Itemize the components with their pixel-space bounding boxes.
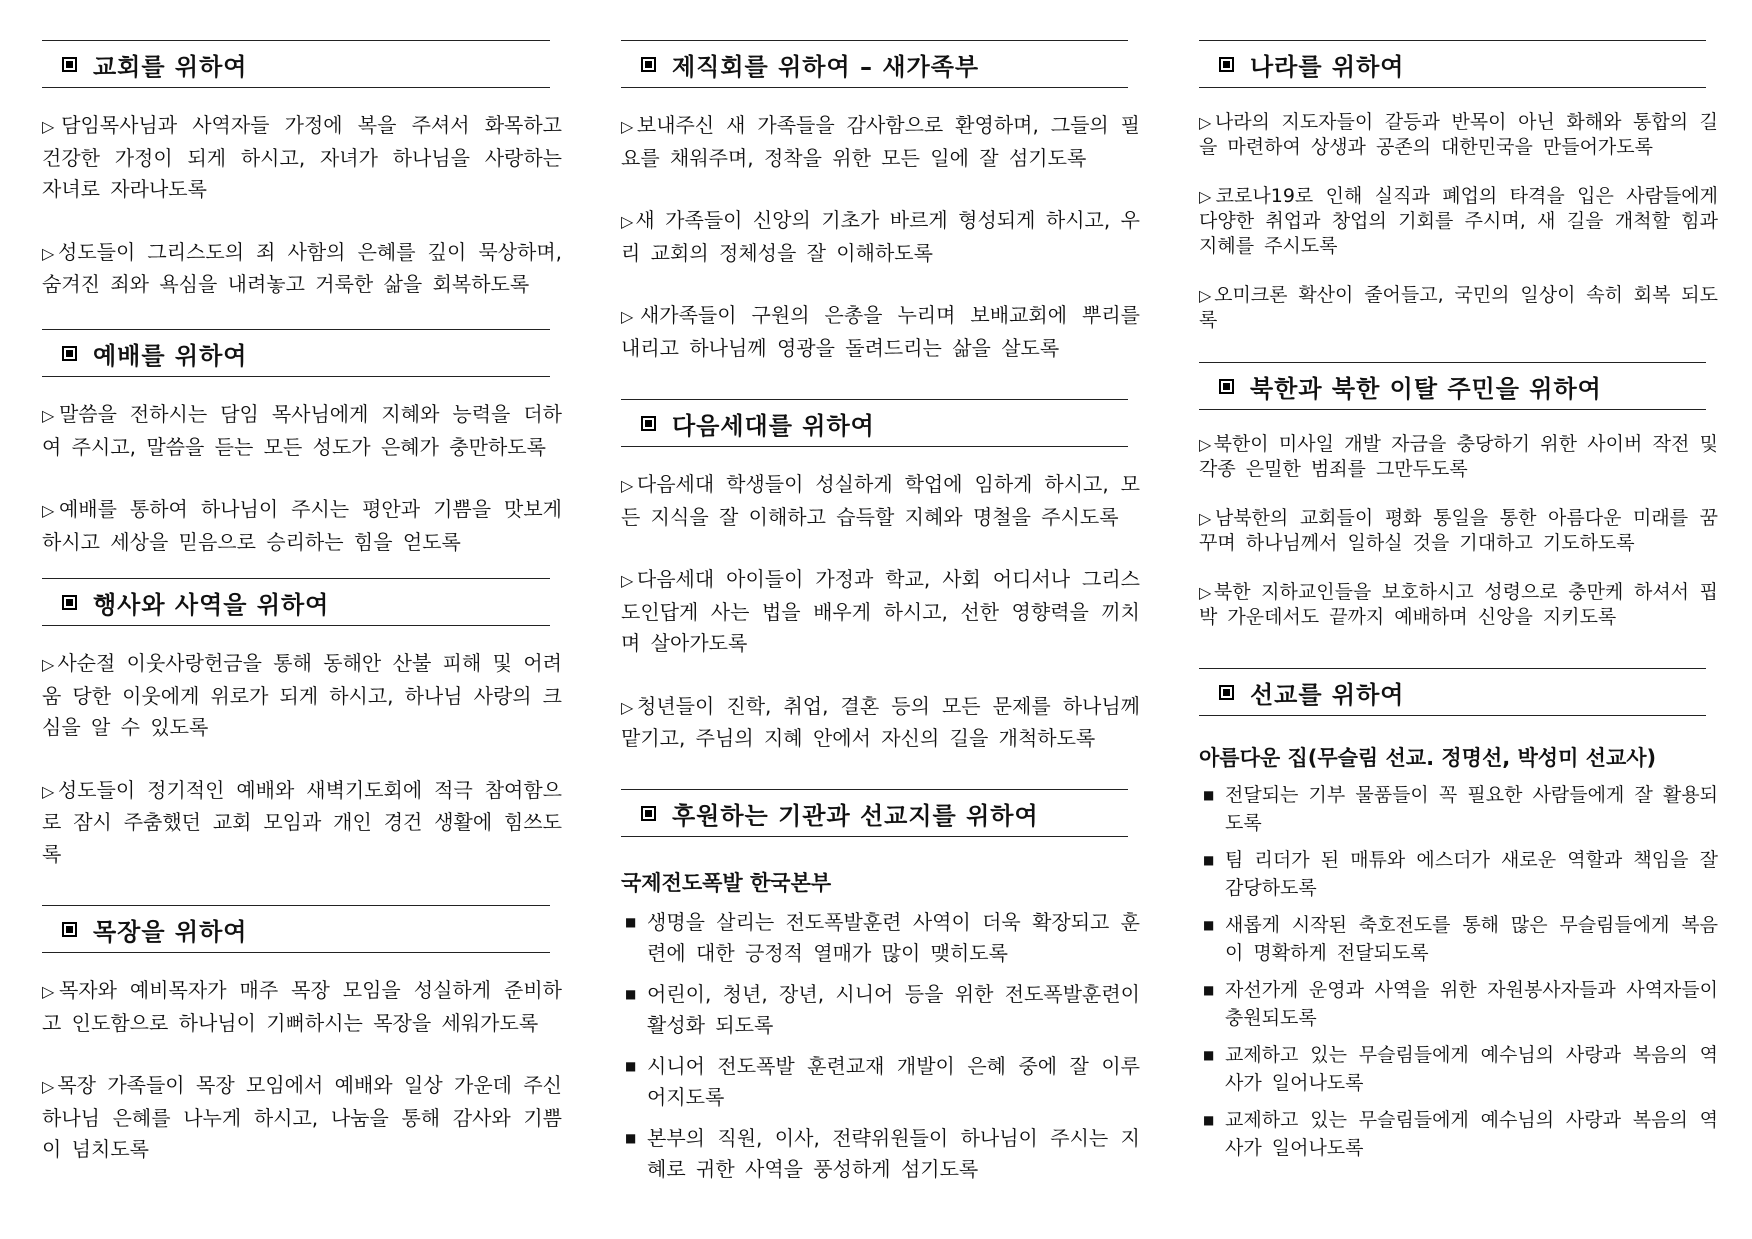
square-in-square-icon xyxy=(62,57,77,72)
section-body xyxy=(42,648,562,870)
list-item xyxy=(1199,1042,1718,1097)
black-square-icon: ■ xyxy=(1203,853,1215,867)
section-heading xyxy=(42,905,550,953)
prayer-item xyxy=(42,648,562,744)
triangle-right-icon: ▷ xyxy=(42,406,57,425)
square-in-square-icon xyxy=(1219,57,1234,72)
black-square-icon: ■ xyxy=(625,1059,637,1073)
section-heading xyxy=(621,399,1128,447)
prayer-text: 새 가족들이 신앙의 기초가 바르게 형성되게 하시고, 우리 교회의 정체성을 잘 이해하도록 xyxy=(621,208,1140,265)
prayer-text: 자선가게 운영과 사역을 위한 자원봉사자들과 사역자들이 충원되도록 xyxy=(1225,979,1718,1029)
section-heading xyxy=(1199,40,1706,88)
prayer-section xyxy=(42,905,562,1197)
black-square-icon: ■ xyxy=(1203,1048,1215,1062)
prayer-text: 사순절 이웃사랑헌금을 통해 동해안 산불 피해 및 어려움 당한 이웃에게 위로가 되게 하시고, 하나님 사랑의 크심을 알 수 있도록 xyxy=(42,651,562,739)
section-heading xyxy=(621,789,1128,837)
section-title: 선교를 위하여 xyxy=(1250,680,1405,709)
prayer-text: 새가족들이 구원의 은총을 누리며 보배교회에 뿌리를 내리고 하나님께 영광을 돌려드리는 삶을 살도록 xyxy=(621,303,1140,360)
prayer-text: 북한이 미사일 개발 자금을 충당하기 위한 사이버 작전 및 각종 은밀한 범죄를 그만두도록 xyxy=(1199,433,1718,480)
prayer-text: 다음세대 아이들이 가정과 학교, 사회 어디서나 그리스도인답게 사는 법을 배우게 하시고, 선한 영향력을 끼치며 살아가도록 xyxy=(621,567,1140,655)
prayer-item xyxy=(1199,110,1718,160)
prayer-text: 다음세대 학생들이 성실하게 학업에 임하게 하시고, 모든 지식을 잘 이해하고 습득할 지혜와 명철을 주시도록 xyxy=(621,472,1140,529)
prayer-item xyxy=(621,110,1140,174)
section-heading xyxy=(42,329,550,377)
section-body xyxy=(1199,742,1718,1162)
prayer-text: 성도들이 정기적인 예배와 새벽기도회에 적극 참여함으로 잠시 주춤했던 교회 모임과 개인 경건 생활에 힘쓰도록 xyxy=(42,777,562,866)
prayer-item xyxy=(1199,506,1718,556)
triangle-right-icon: ▷ xyxy=(1199,113,1213,132)
prayer-bullet-list xyxy=(621,907,1140,1185)
triangle-right-icon: ▷ xyxy=(1199,187,1214,206)
triangle-right-icon: ▷ xyxy=(1199,286,1213,305)
triangle-right-icon: ▷ xyxy=(42,501,57,520)
prayer-text: 코로나19로 인해 실직과 폐업의 타격을 입은 사람들에게 다양한 취업과 창업의 기회를 주시며, 새 길을 개척할 힘과 지혜를 주시도록 xyxy=(1199,185,1719,257)
list-item xyxy=(621,979,1140,1041)
prayer-item xyxy=(1199,283,1718,333)
black-square-icon: ■ xyxy=(625,987,637,1001)
prayer-item xyxy=(621,300,1140,364)
prayer-item xyxy=(42,1070,562,1166)
prayer-section xyxy=(42,578,562,901)
triangle-right-icon: ▷ xyxy=(42,982,57,1001)
triangle-right-icon: ▷ xyxy=(621,571,635,590)
section-body xyxy=(621,867,1140,1185)
square-in-square-icon xyxy=(1219,685,1234,700)
triangle-right-icon: ▷ xyxy=(621,697,636,717)
triangle-right-icon: ▷ xyxy=(621,117,635,136)
section-heading xyxy=(42,40,550,88)
black-square-icon: ■ xyxy=(625,1131,637,1145)
list-item xyxy=(621,1051,1140,1113)
prayer-text: 본부의 직원, 이사, 전략위원들이 하나님이 주시는 지혜로 귀한 사역을 풍성하게 섬기도록 xyxy=(647,1126,1140,1181)
triangle-right-icon: ▷ xyxy=(621,476,635,495)
prayer-text: 시니어 전도폭발 훈련교재 개발이 은혜 중에 잘 이루어지도록 xyxy=(647,1054,1140,1109)
square-in-square-icon xyxy=(62,346,77,361)
section-body xyxy=(42,399,562,558)
section-heading xyxy=(1199,668,1706,716)
square-in-square-icon xyxy=(641,57,656,72)
list-item xyxy=(621,1123,1140,1185)
mission-name: 국제전도폭발 한국본부 xyxy=(621,871,832,895)
prayer-text: 팀 리더가 된 매튜와 에스더가 새로운 역할과 책임을 잘 감당하도록 xyxy=(1225,849,1718,899)
prayer-section xyxy=(1199,362,1718,654)
prayer-text: 오미크론 확산이 줄어들고, 국민의 일상이 속히 회복 되도록 xyxy=(1199,284,1718,331)
section-body xyxy=(621,110,1140,364)
black-square-icon: ■ xyxy=(1203,918,1215,932)
prayer-item xyxy=(42,494,562,558)
black-square-icon: ■ xyxy=(1203,788,1215,802)
prayer-text: 전달되는 기부 물품들이 꼭 필요한 사람들에게 잘 활용되도록 xyxy=(1225,784,1718,834)
square-in-square-icon xyxy=(641,806,656,821)
square-in-square-icon xyxy=(62,922,77,937)
prayer-section xyxy=(621,399,1140,786)
prayer-text: 목장 가족들이 목장 모임에서 예배와 일상 가운데 주신 하나님 은혜를 나누게 하시고, 나눔을 통해 감사와 기쁨이 넘치도록 xyxy=(42,1073,562,1161)
section-body xyxy=(621,469,1140,755)
prayer-text: 목자와 예비목자가 매주 목장 모임을 성실하게 준비하고 인도함으로 하나님이 기뻐하시는 목장을 세워가도록 xyxy=(42,978,562,1035)
section-body xyxy=(42,975,562,1166)
section-title: 나라를 위하여 xyxy=(1250,52,1405,81)
triangle-right-icon: ▷ xyxy=(42,117,60,136)
prayer-text: 교제하고 있는 무슬림들에게 예수님의 사랑과 복음의 역사가 일어나도록 xyxy=(1225,1044,1718,1094)
prayer-section xyxy=(621,40,1140,395)
prayer-item xyxy=(1199,184,1718,259)
prayer-text: 어린이, 청년, 장년, 시니어 등을 위한 전도폭발훈련이 활성화 되도록 xyxy=(647,982,1140,1037)
prayer-text: 생명을 살리는 전도폭발훈련 사역이 더욱 확장되고 훈련에 대한 긍정적 열매가 많이 맺히도록 xyxy=(647,910,1140,965)
triangle-right-icon: ▷ xyxy=(42,781,56,801)
list-item xyxy=(621,907,1140,969)
list-item xyxy=(1199,847,1718,902)
triangle-right-icon: ▷ xyxy=(1199,435,1212,454)
black-square-icon: ■ xyxy=(1203,1113,1215,1127)
black-square-icon: ■ xyxy=(1203,983,1215,997)
list-item xyxy=(1199,1107,1718,1162)
prayer-item xyxy=(621,469,1140,533)
prayer-item xyxy=(621,691,1140,755)
prayer-text: 남북한의 교회들이 평화 통일을 통한 아름다운 미래를 꿈꾸며 하나님께서 일하실 것을 기대하고 기도하도록 xyxy=(1199,507,1718,554)
prayer-text: 말씀을 전하시는 담임 목사님에게 지혜와 능력을 더하여 주시고, 말씀을 듣는 모든 성도가 은혜가 충만하도록 xyxy=(42,402,562,459)
triangle-right-icon: ▷ xyxy=(42,243,57,263)
prayer-text: 새롭게 시작된 축호전도를 통해 많은 무슬림들에게 복음이 명확하게 전달되도록 xyxy=(1225,914,1718,964)
section-heading xyxy=(1199,362,1706,410)
section-body xyxy=(42,110,562,301)
triangle-right-icon: ▷ xyxy=(621,212,634,231)
prayer-text: 나라의 지도자들이 갈등과 반목이 아닌 화해와 통합의 길을 마련하여 상생과 공존의 대한민국을 만들어가도록 xyxy=(1199,111,1718,158)
triangle-right-icon: ▷ xyxy=(621,307,638,326)
prayer-text: 예배를 통하여 하나님이 주시는 평안과 기쁨을 맛보게 하시고 세상을 믿음으로 승리하는 힘을 얻도록 xyxy=(42,497,562,554)
prayer-section xyxy=(42,329,562,589)
black-square-icon: ■ xyxy=(625,915,637,929)
prayer-item xyxy=(1199,432,1718,482)
section-title: 예배를 위하여 xyxy=(93,341,248,370)
section-body xyxy=(1199,432,1718,630)
list-item xyxy=(1199,977,1718,1032)
prayer-item xyxy=(42,399,562,463)
prayer-bullet-list xyxy=(1199,782,1718,1162)
prayer-text: 북한 지하교인들을 보호하시고 성령으로 충만케 하셔서 핍박 가운데서도 끝까지 예배하며 신앙을 지키도록 xyxy=(1199,581,1718,628)
prayer-section xyxy=(621,789,1140,1195)
prayer-text: 보내주신 새 가족들을 감사함으로 환영하며, 그들의 필요를 채워주며, 정착을 위한 모든 일에 잘 섬기도록 xyxy=(621,113,1140,170)
list-item xyxy=(1199,912,1718,967)
square-in-square-icon xyxy=(641,416,656,431)
section-title: 행사와 사역을 위하여 xyxy=(93,590,330,619)
section-heading xyxy=(621,40,1128,88)
prayer-text: 교제하고 있는 무슬림들에게 예수님의 사랑과 복음의 역사가 일어나도록 xyxy=(1225,1109,1718,1159)
prayer-item xyxy=(42,775,562,871)
prayer-text: 성도들이 그리스도의 죄 사함의 은혜를 깊이 묵상하며, 숨겨진 죄와 욕심을 내려놓고 거룩한 삶을 회복하도록 xyxy=(42,239,562,296)
square-in-square-icon xyxy=(1219,379,1234,394)
prayer-item xyxy=(1199,580,1718,630)
prayer-item xyxy=(621,205,1140,269)
section-title: 후원하는 기관과 선교지를 위하여 xyxy=(672,801,1039,830)
prayer-section xyxy=(1199,668,1718,1172)
section-heading xyxy=(42,578,550,626)
mission-name: 아름다운 집(무슬림 선교. 정명선, 박성미 선교사) xyxy=(1199,746,1657,770)
section-title: 교회를 위하여 xyxy=(93,52,248,81)
prayer-item xyxy=(42,110,562,206)
prayer-text: 담임목사님과 사역자들 가정에 복을 주셔서 화목하고 건강한 가정이 되게 하시고, 자녀가 하나님을 사랑하는 자녀로 자라나도록 xyxy=(42,113,563,201)
triangle-right-icon: ▷ xyxy=(1199,583,1212,602)
prayer-item xyxy=(621,564,1140,660)
section-title: 북한과 북한 이탈 주민을 위하여 xyxy=(1250,374,1602,403)
prayer-section xyxy=(1199,40,1718,357)
triangle-right-icon: ▷ xyxy=(42,1077,56,1096)
prayer-item xyxy=(42,975,562,1039)
prayer-item xyxy=(42,237,562,301)
list-item xyxy=(1199,782,1718,837)
prayer-section xyxy=(42,40,562,332)
square-in-square-icon xyxy=(62,595,77,610)
section-body xyxy=(1199,110,1718,333)
section-title: 제직회를 위하여 – 새가족부 xyxy=(672,52,980,81)
section-title: 목장을 위하여 xyxy=(93,917,248,946)
section-title: 다음세대를 위하여 xyxy=(672,411,875,440)
triangle-right-icon: ▷ xyxy=(42,655,56,674)
prayer-text: 청년들이 진학, 취업, 결혼 등의 모든 문제를 하나님께 맡기고, 주님의 지혜 안에서 자신의 길을 개척하도록 xyxy=(621,693,1140,750)
triangle-right-icon: ▷ xyxy=(1199,509,1213,528)
